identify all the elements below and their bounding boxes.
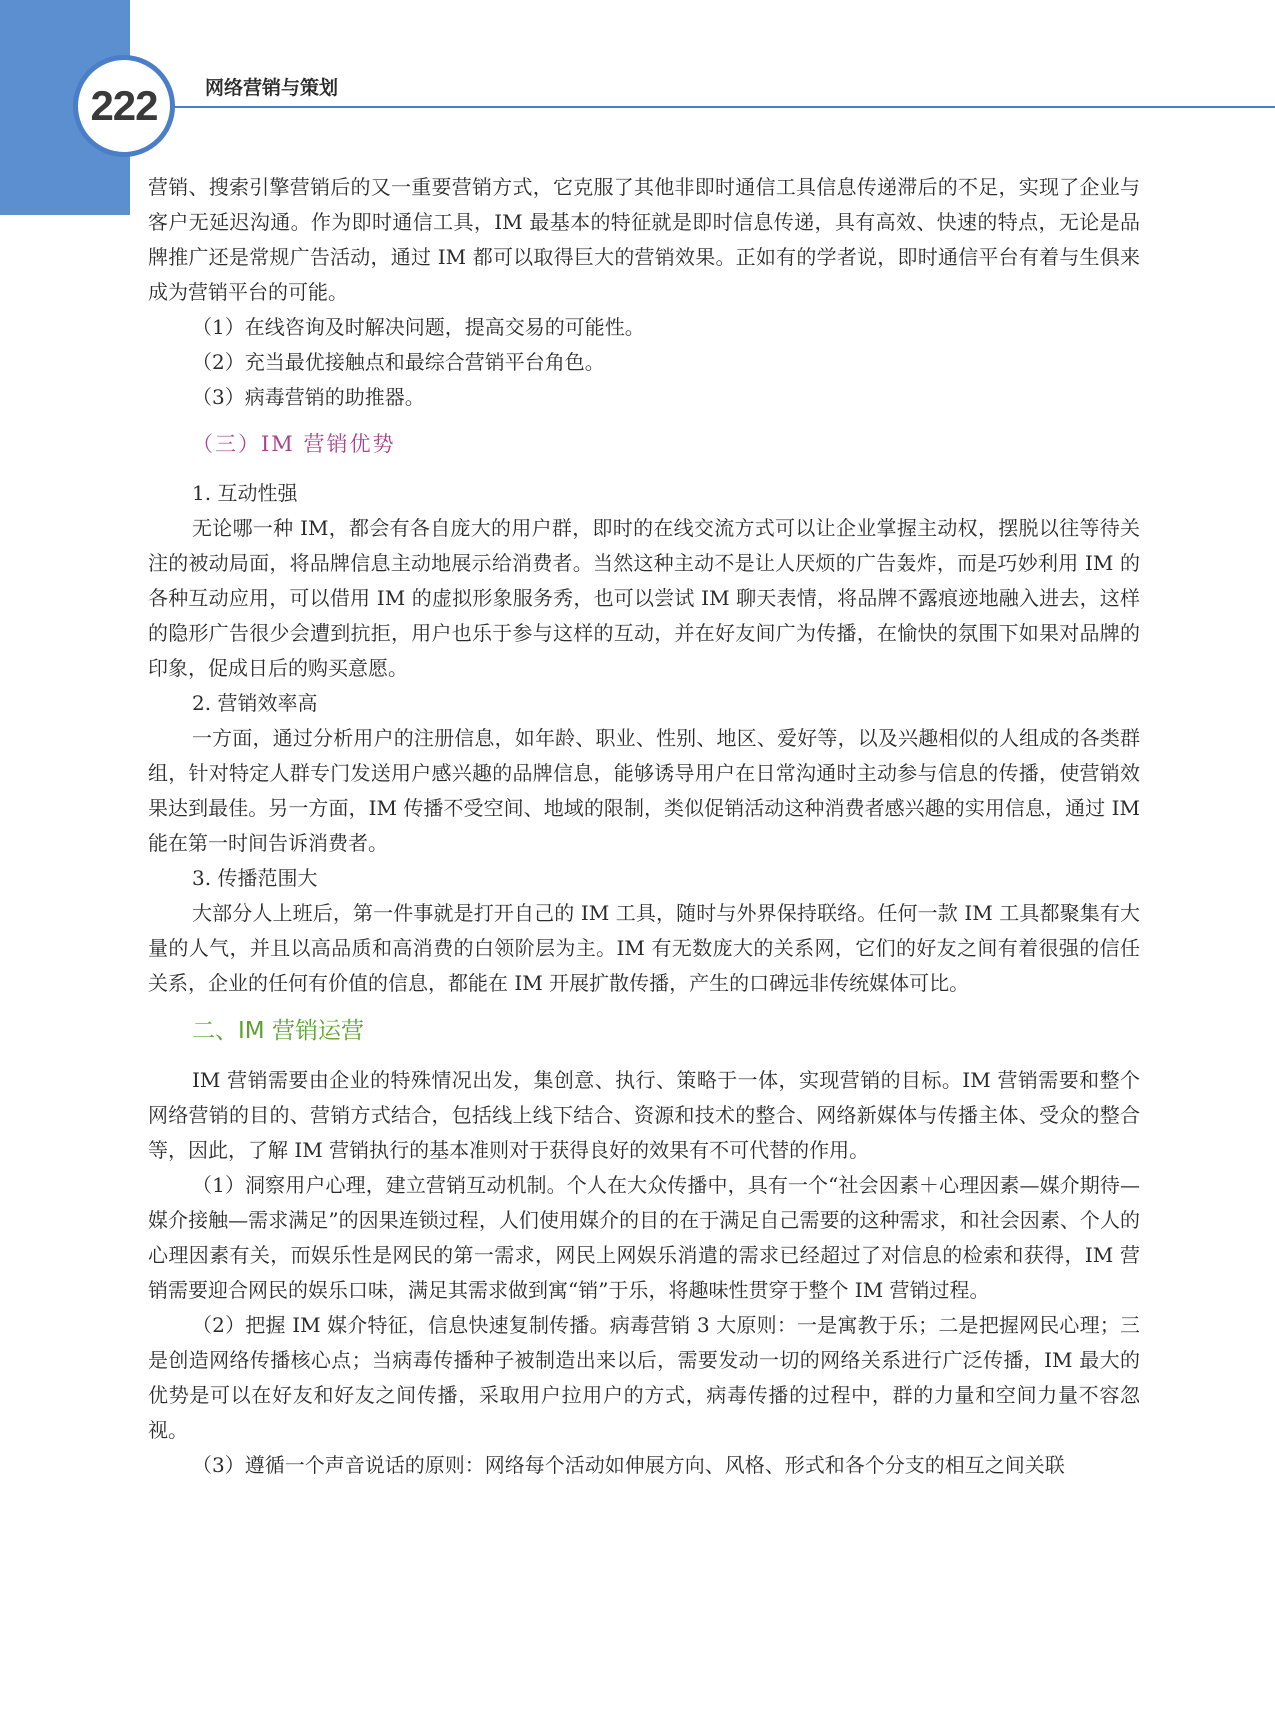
subsection-heading: （三）IM 营销优势 — [192, 432, 396, 456]
paragraph: 营销、搜索引擎营销后的又一重要营销方式，它克服了其他非即时通信工具信息传递滞后的不足，实现了企业与客户无延迟沟通。作为即时通信工具，IM 最基本的特征就是即时信息传递，具有高效、快速的特点，无论是品牌推广还是常规广告活动，通过 IM 都可以取得巨大的营销效果。正如有的学者说，即时通信平台有着与生俱来成为营销平台的可能。 — [148, 175, 1140, 304]
list-item: （2）充当最优接触点和最综合营销平台角色。 — [192, 350, 605, 374]
running-header-title: 网络营销与策划 — [205, 77, 339, 99]
decoration-square — [102, 178, 114, 190]
paragraph: （1）洞察用户心理，建立营销互动机制。个人在大众传播中，具有一个“社会因素＋心理因素—媒介期待—媒介接触—需求满足”的因果连锁过程，人们使用媒介的目的在于满足自己需要的这种需求，和社会因素、个人的心理因素有关，而娱乐性是网民的第一需求，网民上网娱乐消遣的需求已经超过了对信息的检索和获得，IM 营销需要迎合网民的娱乐口味，满足其需求做到寓“销”于乐，将趣味性贯穿于整个 IM 营销过程。 — [148, 1173, 1140, 1302]
paragraph: IM 营销需要由企业的特殊情况出发，集创意、执行、策略于一体，实现营销的目标。IM 营销需要和整个网络营销的目的、营销方式结合，包括线上线下结合、资源和技术的整合、网络新媒体与传播主体、受众的整合等，因此，了解 IM 营销执行的基本准则对于获得良好的效果有不可代替的作用。 — [148, 1068, 1140, 1162]
page-number-badge — [73, 55, 175, 157]
item-heading: 2. 营销效率高 — [192, 691, 318, 715]
section-heading: 二、IM 营销运营 — [192, 1018, 364, 1044]
item-heading: 3. 传播范围大 — [192, 866, 318, 890]
paragraph: 无论哪一种 IM，都会有各自庞大的用户群，即时的在线交流方式可以让企业掌握主动权，摆脱以往等待关注的被动局面，将品牌信息主动地展示给消费者。当然这种主动不是让人厌烦的广告轰炸，而是巧妙利用 IM 的各种互动应用，可以借用 IM 的虚拟形象服务秀，也可以尝试 IM 聊天表情，将品牌不露痕迹地融入进去，这样的隐形广告很少会遭到抗拒，用户也乐于参与这样的互动，并在好友间广为传播，在愉快的氛围下如果对品牌的印象，促成日后的购买意愿。 — [148, 516, 1140, 680]
paragraph: （2）把握 IM 媒介特征，信息快速复制传播。病毒营销 3 大原则：一是寓教于乐；二是把握网民心理；三是创造网络传播核心点；当病毒传播种子被制造出来以后，需要发动一切的网络关系进行广泛传播，IM 最大的优势是可以在好友和好友之间传播，采取用户拉用户的方式，病毒传播的过程中，群的力量和空间力量不容忽视。 — [148, 1313, 1140, 1442]
paragraph: 一方面，通过分析用户的注册信息，如年龄、职业、性别、地区、爱好等，以及兴趣相似的人组成的各类群组，针对特定人群专门发送用户感兴趣的品牌信息，能够诱导用户在日常沟通时主动参与信息的传播，使营销效果达到最佳。另一方面，IM 传播不受空间、地域的限制，类似促销活动这种消费者感兴趣的实用信息，通过 IM 能在第一时间告诉消费者。 — [148, 726, 1140, 855]
page-number: 222 — [90, 82, 158, 129]
paragraph: 大部分人上班后，第一件事就是打开自己的 IM 工具，随时与外界保持联络。任何一款 IM 工具都聚集有大量的人气，并且以高品质和高消费的白领阶层为主。IM 有无数庞大的关系网，它们的好友之间有着很强的信任关系，企业的任何有价值的信息，都能在 IM 开展扩散传播，产生的口碑远非传统媒体可比。 — [148, 901, 1140, 995]
item-heading: 1. 互动性强 — [192, 481, 298, 505]
list-item: （1）在线咨询及时解决问题，提高交易的可能性。 — [192, 315, 645, 339]
decoration-square — [114, 190, 122, 198]
page-body — [148, 170, 1140, 1483]
decoration-square — [114, 166, 124, 176]
list-item: （3）病毒营销的助推器。 — [192, 385, 425, 409]
paragraph: （3）遵循一个声音说话的原则：网络每个活动如伸展方向、风格、形式和各个分支的相互之间关联 — [192, 1453, 1065, 1477]
header-rule — [170, 106, 1275, 108]
